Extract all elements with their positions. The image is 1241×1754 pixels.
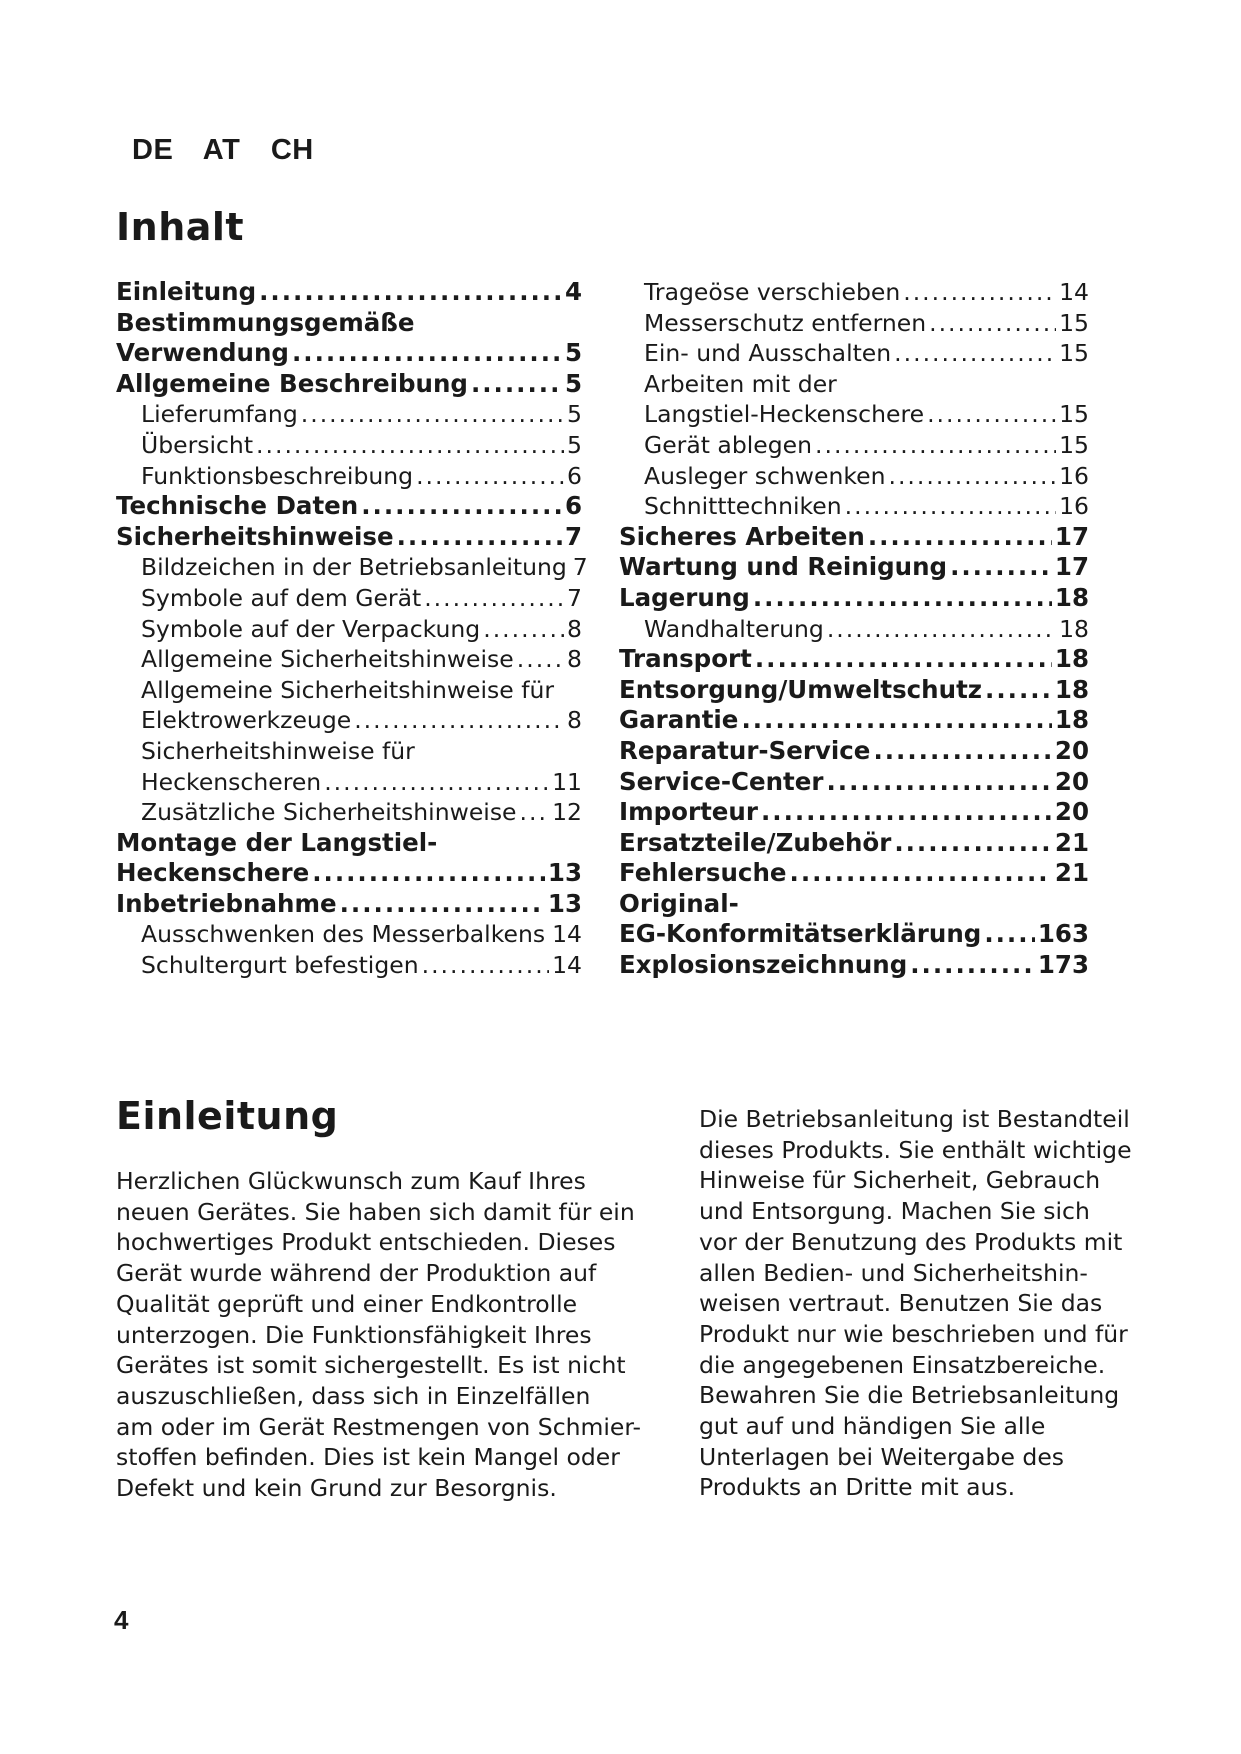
toc-entry-title: Explosionszeichnung	[619, 950, 908, 980]
toc-entry-line	[619, 919, 1089, 950]
toc-entry	[619, 583, 1089, 614]
intro-left-paragraph	[116, 1166, 642, 1504]
toc-leader-dots	[790, 858, 1052, 889]
toc-leader-dots	[424, 583, 564, 614]
language-code: DE	[132, 134, 174, 166]
toc-entry-title: Langstiel-Heckenschere	[644, 400, 925, 429]
toc-entry-line	[619, 644, 1089, 675]
toc-entry	[619, 430, 1089, 461]
toc-entry-line	[116, 338, 582, 369]
toc-page-number: 18	[1054, 674, 1089, 704]
toc-entry-title: Ausschwenken des Messerbalkens	[141, 920, 546, 949]
toc-entry-line	[141, 644, 582, 675]
toc-entry	[116, 552, 588, 583]
toc-leader-dots	[827, 614, 1056, 645]
toc-leader-dots	[301, 399, 564, 430]
toc-leader-dots	[903, 277, 1056, 308]
toc-entry	[619, 338, 1089, 369]
toc-page-number: 6	[564, 491, 582, 521]
toc-entry-line	[619, 828, 1089, 859]
toc-entry-line	[644, 338, 1089, 369]
toc-leader-dots	[755, 644, 1052, 675]
toc-page-number: 13	[547, 858, 582, 888]
toc-entry-line	[116, 889, 582, 920]
paragraph-line: auszuschließen, dass sich in Einzelfällen	[116, 1381, 591, 1410]
paragraph-line: Produkts an Dritte mit aus.	[699, 1473, 1016, 1502]
toc-leader-dots	[894, 828, 1052, 859]
toc-entry-title: Ein- und Ausschalten	[644, 339, 892, 368]
toc-page-number: 18	[1054, 644, 1089, 674]
toc-entry-line	[619, 705, 1089, 736]
toc-entry-title: Allgemeine Beschreibung	[116, 368, 468, 398]
toc-entry	[619, 797, 1089, 828]
toc-entry-title: Schultergurt befestigen	[141, 951, 419, 980]
toc-entry	[116, 614, 582, 645]
toc-page-number: 5	[564, 368, 582, 398]
toc-entry-title: Trageöse verschieben	[644, 278, 901, 306]
toc-page-number: 8	[567, 645, 582, 674]
toc-entry	[116, 369, 582, 400]
toc-entry-title: Sicherheitshinweise für	[141, 736, 415, 765]
toc-page-number: 11	[552, 767, 582, 796]
toc-entry	[619, 644, 1089, 675]
toc-entry-line	[644, 399, 1089, 430]
paragraph-line: hochwertiges Produkt entschieden. Dieses	[116, 1228, 616, 1257]
paragraph-line: die angegebenen Einsatzbereiche.	[699, 1350, 1106, 1379]
intro-right-paragraph	[699, 1104, 1139, 1503]
toc-page-number: 13	[547, 888, 582, 918]
toc-entry-title: Wartung und Reinigung	[619, 552, 948, 582]
toc-entry-title: Lagerung	[619, 582, 750, 612]
toc-entry	[116, 461, 582, 492]
toc-leader-dots	[894, 338, 1056, 369]
toc-leader-dots	[761, 797, 1052, 828]
toc-entry-title: Reparatur-Service	[619, 735, 871, 765]
toc-entry	[619, 950, 1089, 981]
toc-entry	[619, 552, 1089, 583]
toc-entry-line	[116, 277, 582, 308]
toc-page-number: 5	[564, 338, 582, 368]
toc-entry-title: Montage der Langstiel-	[116, 827, 438, 857]
toc-page-number: 18	[1054, 705, 1089, 735]
toc-entry-title: Arbeiten mit der	[644, 369, 837, 398]
toc-entry-title: Original-	[619, 888, 739, 918]
toc-entry	[619, 614, 1089, 645]
toc-entry-line	[619, 797, 1089, 828]
paragraph-line: Gerät wurde während der Produktion auf	[116, 1259, 597, 1288]
toc-entry	[116, 675, 582, 736]
toc-page-number: 163	[1037, 919, 1089, 949]
toc-entry-line	[141, 614, 582, 645]
toc-entry	[619, 277, 1089, 308]
toc-entry-line	[116, 491, 582, 522]
toc-entry-line	[644, 614, 1089, 645]
toc-leader-dots	[888, 461, 1056, 492]
toc-entry-title: Bestimmungsgemäße	[116, 307, 415, 337]
toc-entry-title: Garantie	[619, 705, 739, 735]
language-code: CH	[270, 134, 314, 166]
toc-entry-title: Elektrowerkzeuge	[141, 706, 352, 735]
toc-leader-dots	[483, 614, 564, 645]
toc-leader-dots	[471, 369, 562, 400]
toc-left-column	[116, 277, 588, 981]
toc-entry-line	[619, 583, 1089, 614]
toc-entry-title: Symbole auf der Verpackung	[141, 614, 481, 643]
toc-page-number: 5	[567, 430, 582, 459]
toc-entry-title: Heckenschere	[116, 858, 310, 888]
language-code: AT	[202, 134, 241, 166]
toc-entry-line	[116, 369, 582, 400]
paragraph-line: Qualität geprüft und einer Endkontrolle	[116, 1289, 578, 1318]
toc-entry-title: Ersatzteile/Zubehör	[619, 827, 892, 857]
toc-entry	[619, 675, 1089, 706]
paragraph-line: stoffen befinden. Dies ist kein Mangel oder	[116, 1443, 620, 1472]
toc-entry-title: Lieferumfang	[141, 400, 298, 429]
toc-page-number: 15	[1059, 308, 1089, 337]
toc-entry-line	[644, 491, 1089, 522]
toc-entry-line	[619, 675, 1089, 706]
paragraph-line: allen Bedien- und Sicherheitshin-	[699, 1258, 1088, 1287]
toc-entry-line	[619, 736, 1089, 767]
toc-entry-title: Gerät ablegen	[644, 430, 812, 459]
toc-entry-title: Verwendung	[116, 338, 289, 368]
toc-entry-title: Bildzeichen in der Betriebsanleitung	[141, 553, 567, 582]
toc-page-number: 18	[1059, 614, 1089, 643]
toc-entry-title: Übersicht	[141, 430, 254, 459]
toc-entry	[116, 950, 582, 981]
toc-entry	[619, 828, 1089, 859]
paragraph-line: Die Betriebsanleitung ist Bestandteil	[699, 1105, 1130, 1133]
toc-leader-dots	[292, 338, 562, 369]
toc-entry-title: Funktionsbeschreibung	[141, 461, 414, 490]
language-codes	[132, 134, 336, 167]
toc-entry	[116, 797, 582, 828]
toc-entry-title: Sicheres Arbeiten	[619, 521, 865, 551]
toc-entry-title: Fehlersuche	[619, 858, 787, 888]
toc-page-number: 17	[1054, 521, 1089, 551]
toc-entry	[619, 369, 1089, 430]
toc-leader-dots	[259, 277, 562, 308]
toc-entry	[619, 705, 1089, 736]
toc-entry-line	[619, 950, 1089, 981]
toc-entry-title: Inbetriebnahme	[116, 888, 337, 918]
toc-page-number: 15	[1059, 430, 1089, 459]
toc-entry	[116, 919, 582, 950]
toc-leader-dots	[312, 858, 545, 889]
toc-entry	[619, 889, 1089, 950]
paragraph-line: unterzogen. Die Funktionsfähigkeit Ihres	[116, 1320, 592, 1349]
toc-page-number: 7	[564, 521, 582, 551]
toc-entry-line	[116, 522, 582, 553]
toc-entry	[619, 858, 1089, 889]
toc-leader-dots	[354, 705, 564, 736]
toc-entry-line	[619, 522, 1089, 553]
page-number: 4	[114, 1605, 129, 1635]
toc-page-number: 8	[567, 614, 582, 643]
toc-page-number: 14	[1059, 278, 1089, 306]
toc-entry-line	[141, 705, 582, 736]
toc-entry-line	[141, 430, 582, 461]
toc-leader-dots	[340, 889, 545, 920]
toc-entry	[116, 277, 582, 308]
toc-entry	[116, 644, 582, 675]
paragraph-line: dieses Produkts. Sie enthält wichtige	[699, 1135, 1132, 1164]
intro-title: Einleitung	[116, 1094, 339, 1138]
toc-page-number: 7	[572, 553, 588, 582]
toc-entry-line	[644, 277, 1089, 308]
toc-entry-title: Transport	[619, 644, 752, 674]
toc-entry-title: Messerschutz entfernen	[644, 308, 927, 337]
toc-entry-line	[141, 797, 582, 828]
toc-page-number: 173	[1037, 950, 1089, 980]
paragraph-line: Herzlichen Glückwunsch zum Kauf Ihres	[116, 1167, 586, 1195]
paragraph-line: Produkt nur wie beschrieben und für	[699, 1319, 1128, 1348]
paragraph-line: Defekt und kein Grund zur Besorgnis.	[116, 1474, 557, 1503]
toc-entry-title: Entsorgung/Umweltschutz	[619, 674, 983, 704]
toc-leader-dots	[815, 430, 1056, 461]
toc-entry-title: Technische Daten	[116, 491, 359, 521]
toc-page-number: 8	[567, 706, 582, 735]
toc-entry	[619, 308, 1089, 339]
paragraph-line: vor der Benutzung des Produkts mit	[699, 1227, 1123, 1256]
toc-entry-line	[141, 767, 582, 798]
toc-leader-dots	[826, 767, 1051, 798]
toc-entry-title: Schnitttechniken	[644, 492, 842, 521]
toc-page-number: 7	[567, 583, 582, 612]
paragraph-line: Unterlagen bei Weitergabe des	[699, 1442, 1065, 1471]
toc-entry	[619, 767, 1089, 798]
toc-page-number: 6	[567, 461, 582, 490]
toc-leader-dots	[324, 767, 549, 798]
paragraph-line: neuen Gerätes. Sie haben sich damit für ein	[116, 1197, 635, 1226]
toc-page-number: 14	[552, 951, 582, 980]
toc-entry-line	[619, 552, 1089, 583]
toc-entry	[116, 522, 582, 553]
toc-entry-title: Importeur	[619, 797, 758, 827]
toc-page-number: 14	[552, 920, 582, 949]
toc-leader-dots	[873, 736, 1051, 767]
toc-leader-dots	[416, 461, 564, 492]
toc-entry-title: Service-Center	[619, 766, 824, 796]
toc-entry-line	[619, 767, 1089, 798]
toc-page-number: 17	[1054, 552, 1089, 582]
toc-entry-line	[644, 430, 1089, 461]
toc-entry-title: Allgemeine Sicherheitshinweise	[141, 645, 514, 674]
toc-entry-title: Ausleger schwenken	[644, 461, 886, 490]
paragraph-line: und Entsorgung. Machen Sie sich	[699, 1197, 1090, 1226]
toc-entry-title: Symbole auf dem Gerät	[141, 583, 422, 612]
toc-leader-dots	[520, 797, 550, 828]
toc-page-number: 12	[552, 798, 582, 827]
paragraph-line: Hinweise für Sicherheit, Gebrauch	[699, 1166, 1101, 1195]
toc-entry	[619, 491, 1089, 522]
toc-leader-dots	[927, 399, 1056, 430]
paragraph-line: gut auf und händigen Sie alle	[699, 1412, 1046, 1441]
toc-leader-dots	[548, 919, 549, 950]
toc-entry-line	[619, 858, 1089, 889]
toc-page-number: 20	[1054, 766, 1089, 796]
paragraph-line: Gerätes ist somit sichergestellt. Es ist nicht	[116, 1351, 626, 1380]
toc-entry-title: Sicherheitshinweise	[116, 521, 394, 551]
toc-entry	[619, 736, 1089, 767]
toc-page-number: 20	[1054, 735, 1089, 765]
toc-entry	[116, 736, 582, 797]
paragraph-line: am oder im Gerät Restmengen von Schmier-	[116, 1412, 642, 1441]
toc-entry	[619, 522, 1089, 553]
toc-entry-line	[644, 461, 1089, 492]
toc-entry	[619, 461, 1089, 492]
paragraph-line: weisen vertraut. Benutzen Sie das	[699, 1289, 1103, 1318]
toc-leader-dots	[845, 491, 1056, 522]
toc-entry-line	[141, 950, 582, 981]
toc-leader-dots	[741, 705, 1051, 736]
toc-entry	[116, 583, 582, 614]
toc-leader-dots	[950, 552, 1052, 583]
toc-entry-title: Wandhalterung	[644, 614, 824, 643]
toc-entry	[116, 308, 582, 369]
toc-entry	[116, 491, 582, 522]
toc-leader-dots	[422, 950, 550, 981]
toc-leader-dots	[753, 583, 1052, 614]
toc-leader-dots	[910, 950, 1035, 981]
toc-right-column	[619, 277, 1089, 981]
toc-entry-line	[141, 552, 588, 583]
toc-leader-dots	[984, 919, 1035, 950]
toc-entry-title: Heckenscheren	[141, 767, 322, 796]
toc-leader-dots	[868, 522, 1052, 553]
toc-entry	[116, 430, 582, 461]
toc-page-number: 15	[1059, 339, 1089, 368]
toc-entry-line	[141, 583, 582, 614]
toc-entry-line	[141, 461, 582, 492]
toc-leader-dots	[397, 522, 562, 553]
toc-page-number: 16	[1059, 461, 1089, 490]
toc-entry-line	[116, 858, 582, 889]
toc-entry	[116, 889, 582, 920]
toc-entry-title: Allgemeine Sicherheitshinweise für	[141, 675, 555, 704]
toc-title: Inhalt	[116, 205, 245, 249]
toc-entry-title: EG-Konformitätserklärung	[619, 919, 982, 949]
toc-leader-dots	[985, 675, 1052, 706]
toc-page-number: 20	[1054, 797, 1089, 827]
toc-leader-dots	[929, 308, 1056, 339]
toc-entry-line	[644, 308, 1089, 339]
toc-page-number: 15	[1059, 400, 1089, 429]
toc-page-number: 21	[1054, 827, 1089, 857]
toc-entry-line	[141, 919, 582, 950]
toc-page-number: 16	[1059, 492, 1089, 521]
toc-page-number: 4	[564, 277, 582, 306]
toc-page-number: 5	[567, 400, 582, 429]
toc-entry-title: Einleitung	[116, 277, 257, 306]
toc-entry-title: Zusätzliche Sicherheitshinweise	[141, 798, 517, 827]
toc-entry	[116, 828, 582, 889]
toc-page-number: 18	[1054, 582, 1089, 612]
toc-leader-dots	[361, 491, 562, 522]
toc-entry	[116, 399, 582, 430]
toc-leader-dots	[517, 644, 564, 675]
toc-entry-line	[141, 399, 582, 430]
toc-leader-dots	[256, 430, 564, 461]
toc-page-number: 21	[1054, 858, 1089, 888]
paragraph-line: Bewahren Sie die Betriebsanleitung	[699, 1381, 1120, 1410]
